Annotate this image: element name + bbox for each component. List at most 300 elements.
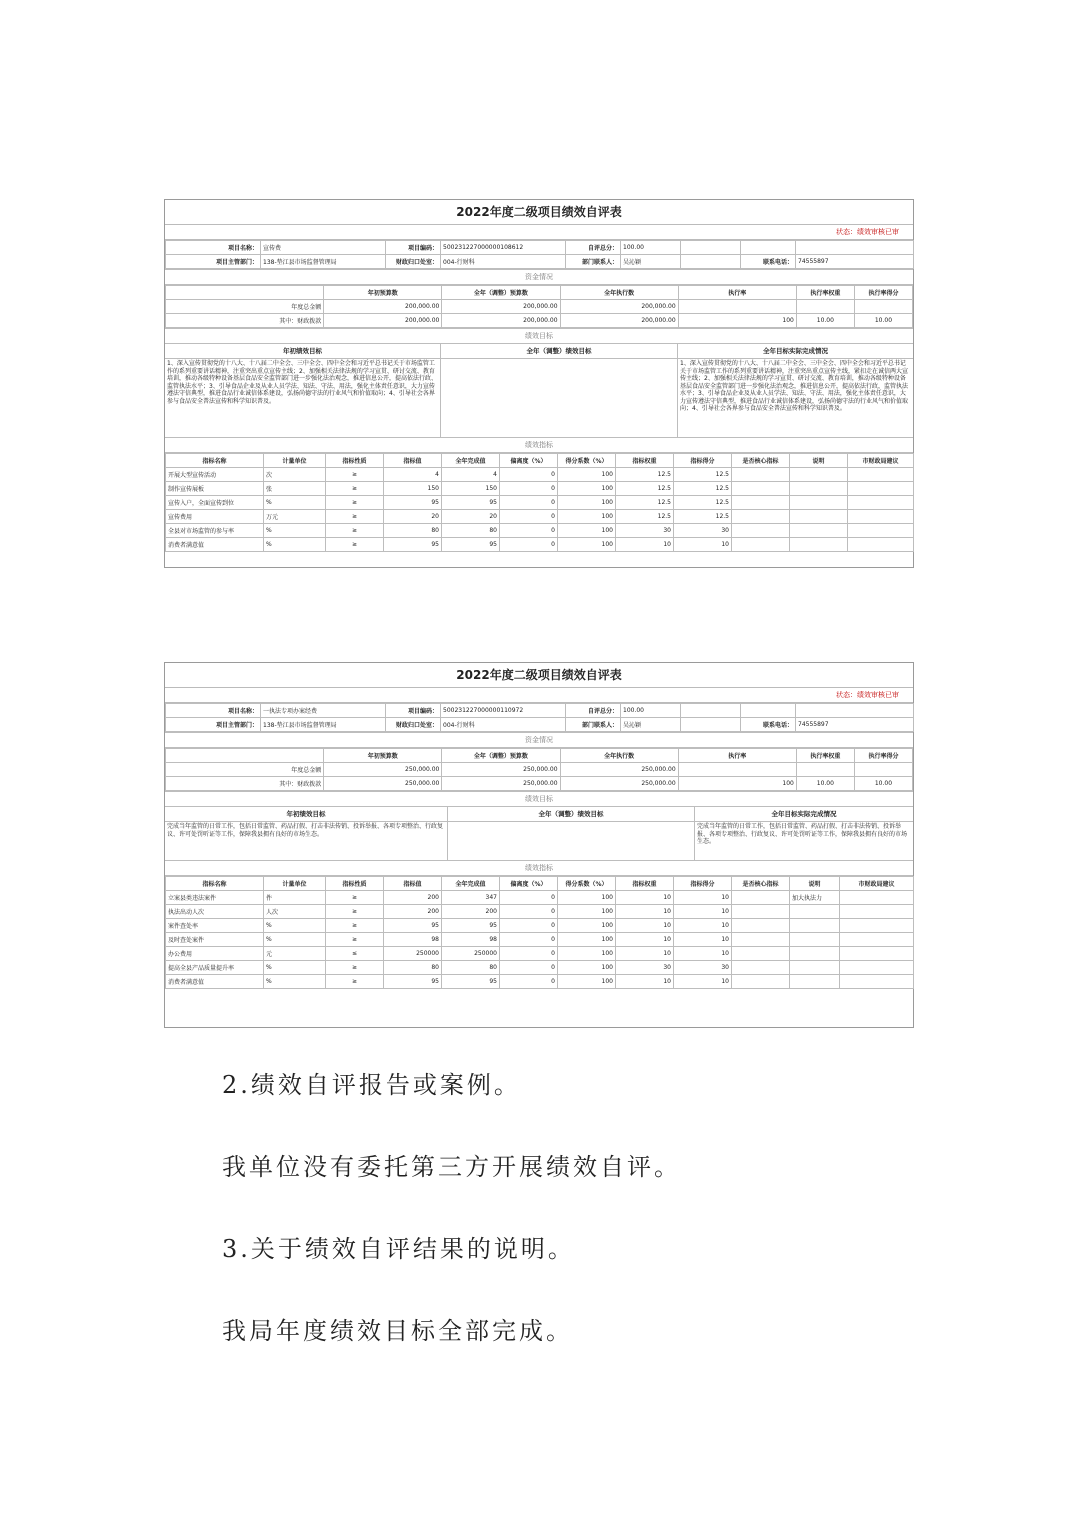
indicator-header: 全年完成值 [442, 877, 500, 891]
table-row [166, 468, 914, 482]
indicator-header: 得分系数（%） [558, 454, 616, 468]
indicator-header: 说明 [790, 877, 840, 891]
indicator-cell: 10 [674, 933, 732, 947]
indicator-cell: 100 [558, 524, 616, 538]
dept-label: 项目主管部门： [166, 255, 261, 269]
indicator-cell [840, 919, 914, 933]
indicator-cell [840, 947, 914, 961]
indicator-cell: 0 [500, 933, 558, 947]
goal-header: 全年（调整）绩效目标 [441, 344, 678, 358]
phone-label: 联系电话： [741, 255, 796, 269]
indicator-cell: 元 [264, 947, 326, 961]
indicator-header-row [166, 877, 914, 891]
indicator-cell: 100 [558, 975, 616, 989]
goals-content [165, 359, 913, 438]
table-row [166, 482, 914, 496]
table-row [166, 524, 914, 538]
table-row [166, 538, 914, 552]
indicator-cell [732, 947, 790, 961]
goal-header: 年初绩效目标 [165, 807, 448, 821]
indicator-cell [790, 905, 840, 919]
indicator-cell: 4 [384, 468, 442, 482]
indicator-cell: 0 [500, 891, 558, 905]
score-value: 100.00 [621, 704, 681, 718]
funds-header: 全年执行数 [560, 286, 678, 300]
indicator-cell: ≥ [326, 919, 384, 933]
indicator-cell: 200 [442, 905, 500, 919]
goal-initial-text: 完成当年监管的日常工作，包括日常监管、药品打假、打击非法传销、投诉举报、各项专项整治、行政复议、许可处罚听证等工作，保障我县拥有良好的市场生态。 [165, 822, 448, 860]
indicator-cell: ≥ [326, 961, 384, 975]
indicator-header: 计量单位 [264, 454, 326, 468]
indicator-cell: 12.5 [616, 496, 674, 510]
funds-cell [854, 300, 912, 314]
funds-row [166, 777, 913, 791]
indicator-cell: 4 [442, 468, 500, 482]
goal-header: 年初绩效目标 [165, 344, 441, 358]
indicator-cell [790, 482, 848, 496]
indicator-header: 得分系数（%） [558, 877, 616, 891]
funds-cell: 10.00 [854, 777, 912, 791]
indicator-cell: 10 [674, 975, 732, 989]
indicator-header: 指标名称 [166, 454, 264, 468]
indicator-cell: 95 [442, 538, 500, 552]
funds-row-label: 其中：财政拨款 [166, 314, 324, 328]
indicator-cell: % [264, 524, 326, 538]
indicator-cell [790, 947, 840, 961]
indicator-cell: 30 [616, 961, 674, 975]
indicator-cell: 10 [616, 933, 674, 947]
indicators-section-title: 绩效指标 [165, 438, 913, 453]
funds-header: 全年（调整）预算数 [442, 286, 560, 300]
indicator-header: 指标性质 [326, 877, 384, 891]
indicator-cell: 0 [500, 468, 558, 482]
indicator-header: 计量单位 [264, 877, 326, 891]
goal-header: 全年（调整）绩效目标 [448, 807, 695, 821]
indicator-name: 宣传费用 [166, 510, 264, 524]
goals-section-title: 绩效目标 [165, 791, 913, 807]
evaluation-table-1 [164, 199, 914, 568]
indicator-cell [790, 919, 840, 933]
goal-adjusted-text [448, 822, 695, 860]
phone-value: 74555897 [796, 255, 914, 269]
indicator-cell [732, 961, 790, 975]
indicator-name: 开展大型宣传活动 [166, 468, 264, 482]
indicator-cell: 250000 [442, 947, 500, 961]
funds-cell [796, 300, 854, 314]
indicator-cell: 12.5 [616, 510, 674, 524]
project-name-value: 一执法专项办案经费 [261, 704, 386, 718]
indicator-cell: 95 [442, 975, 500, 989]
goal-header: 全年目标实际完成情况 [763, 347, 828, 355]
office-value: 004-行财科 [441, 255, 566, 269]
phone-label: 联系电话： [741, 718, 796, 732]
indicator-header: 指标值 [384, 877, 442, 891]
indicator-cell: 次 [264, 468, 326, 482]
score-label: 自评总分： [566, 704, 621, 718]
indicator-header: 偏离度（%） [500, 454, 558, 468]
contact-label: 部门联系人： [566, 718, 621, 732]
indicator-cell: 0 [500, 961, 558, 975]
funds-cell: 200,000.00 [442, 314, 560, 328]
indicator-cell: 0 [500, 919, 558, 933]
project-code-label: 项目编码： [386, 241, 441, 255]
indicator-cell: 0 [500, 524, 558, 538]
indicator-cell [790, 933, 840, 947]
indicator-cell [732, 496, 790, 510]
indicator-cell [840, 975, 914, 989]
indicator-cell: 100 [558, 510, 616, 524]
contact-value: 吴沁颖 [621, 255, 681, 269]
indicator-cell: 10 [616, 919, 674, 933]
project-name-label: 项目名称： [166, 241, 261, 255]
indicator-cell: 95 [384, 975, 442, 989]
phone-value: 74555897 [796, 718, 914, 732]
table-row [166, 510, 914, 524]
indicator-name: 执法出动人次 [166, 905, 264, 919]
indicator-cell: 347 [442, 891, 500, 905]
funds-cell: 10.00 [854, 314, 912, 328]
indicator-header: 是否核心指标 [732, 454, 790, 468]
indicator-header: 指标得分 [674, 454, 732, 468]
indicator-name: 全县对市场监管的参与率 [166, 524, 264, 538]
indicator-cell [790, 496, 848, 510]
evaluation-table-2 [164, 662, 914, 1028]
indicator-cell: 10 [674, 538, 732, 552]
indicator-header: 指标得分 [674, 877, 732, 891]
indicators-table [165, 876, 914, 989]
funds-cell: 250,000.00 [442, 777, 560, 791]
goal-actual-text: 1、深入宣传贯彻党的十八大、十八届二中全会、三中全会、四中全会和习近平总书记关于市场监管工作的系列重要讲话精神，注重突出重点宣传主线，紧扣走在诚信两大宣传主线；2、加强相关法律法规的学习宣贯、研讨交流、教育培训，推动各级特种设备基层食品安全监管部门进一步强化法治观念，推进信息公开，提高依法行政，监管执法水平；3、引导食品企业及从业人员学法、知法、守法、用法，强化主体责任意识，大力宣传遵法守信典型，推进食品行业诚信体系建设，弘扬尚德守法的行业风气和价值取向；4、引导社会各界参与食品安全普法宣传和科学知识普及。 [680, 360, 909, 412]
indicator-cell [732, 524, 790, 538]
funds-cell: 200,000.00 [560, 300, 678, 314]
funds-header: 执行率权重 [796, 749, 854, 763]
indicator-cell: 0 [500, 496, 558, 510]
funds-row [166, 763, 913, 777]
indicator-cell: 万元 [264, 510, 326, 524]
table-row [166, 496, 914, 510]
indicator-cell: % [264, 961, 326, 975]
indicator-cell: ≥ [326, 482, 384, 496]
table-row [166, 961, 914, 975]
indicator-cell: 98 [384, 933, 442, 947]
indicator-cell: 30 [616, 524, 674, 538]
indicator-cell: 张 [264, 482, 326, 496]
indicator-header: 偏离度（%） [500, 877, 558, 891]
indicators-section-title: 绩效指标 [165, 861, 913, 876]
indicator-cell: 95 [384, 919, 442, 933]
indicator-cell: 95 [384, 538, 442, 552]
indicator-cell: 100 [558, 496, 616, 510]
indicator-header-row [166, 454, 914, 468]
indicator-cell: 30 [674, 524, 732, 538]
table-title: 2022年度二级项目绩效自评表 [165, 200, 913, 225]
funds-row [166, 314, 913, 328]
indicator-cell: 100 [558, 905, 616, 919]
funds-header: 年初预算数 [324, 749, 442, 763]
indicator-cell: 12.5 [616, 468, 674, 482]
office-label: 财政归口处室： [386, 255, 441, 269]
indicator-cell [732, 891, 790, 905]
funds-cell: 250,000.00 [324, 763, 442, 777]
status-text: 状态：绩效审核已审 [165, 688, 913, 703]
office-label: 财政归口处室： [386, 718, 441, 732]
indicator-cell: 0 [500, 538, 558, 552]
funds-header: 执行率权重 [796, 286, 854, 300]
indicator-name: 消费者满意值 [166, 538, 264, 552]
indicator-cell: 100 [558, 891, 616, 905]
indicator-cell: 150 [384, 482, 442, 496]
indicator-cell [732, 975, 790, 989]
project-name-label: 项目名称： [166, 704, 261, 718]
indicator-cell [848, 468, 914, 482]
contact-value: 吴沁颖 [621, 718, 681, 732]
indicator-cell [848, 482, 914, 496]
indicator-cell: 12.5 [674, 468, 732, 482]
indicator-cell: 10 [674, 947, 732, 961]
funds-cell: 100 [678, 314, 796, 328]
section-heading-2: 2.绩效自评报告或案例。 [222, 1071, 521, 1099]
funds-cell: 200,000.00 [324, 314, 442, 328]
indicator-cell: 10 [616, 975, 674, 989]
indicator-header: 市财政局建议 [840, 877, 914, 891]
indicator-cell: 12.5 [674, 510, 732, 524]
indicator-cell: ≥ [326, 524, 384, 538]
goals-header [165, 807, 913, 822]
indicator-cell: 200 [384, 891, 442, 905]
indicator-cell [840, 905, 914, 919]
indicator-name: 办公费用 [166, 947, 264, 961]
indicator-cell: 10 [616, 891, 674, 905]
indicator-cell: 80 [442, 524, 500, 538]
funds-cell: 100 [678, 777, 796, 791]
funds-header: 年初预算数 [324, 286, 442, 300]
indicator-cell: 100 [558, 538, 616, 552]
funds-cell: 200,000.00 [560, 314, 678, 328]
indicator-cell [840, 961, 914, 975]
indicator-cell: 10 [616, 947, 674, 961]
indicator-cell [790, 961, 840, 975]
indicator-cell: 12.5 [674, 496, 732, 510]
indicator-cell: 100 [558, 961, 616, 975]
indicator-cell [790, 510, 848, 524]
indicator-cell: 10 [674, 919, 732, 933]
indicator-cell: 件 [264, 891, 326, 905]
project-name-value: 宣传费 [261, 241, 386, 255]
section-heading-3: 3.关于绩效自评结果的说明。 [222, 1235, 575, 1263]
funds-section-title: 资金情况 [165, 269, 913, 285]
table-row [166, 975, 914, 989]
indicator-cell [848, 496, 914, 510]
indicator-cell: ≥ [326, 538, 384, 552]
indicator-cell: % [264, 538, 326, 552]
indicator-header: 指标权重 [616, 454, 674, 468]
indicator-cell: 12.5 [674, 482, 732, 496]
indicator-cell: 0 [500, 975, 558, 989]
indicator-cell [848, 524, 914, 538]
table-row [166, 919, 914, 933]
indicator-cell: 10 [674, 905, 732, 919]
dept-value: 138-垫江县市场监督管理局 [261, 255, 386, 269]
indicator-name: 消费者满意值 [166, 975, 264, 989]
indicator-cell: 95 [442, 919, 500, 933]
goal-initial-text: 1、深入宣传贯彻党的十八大、十八届二中全会、三中全会、四中全会和习近平总书记关于市场监管工作的系列重要讲话精神，注重突出重点宣传主线；2、加强相关法律法规的学习宣贯、研讨交流、教育培训，推动各级特种设备基层食品安全监管部门进一步强化法治观念，推进信息公开，提高依法行政、监管执法水平；3、引导食品企业及从业人员学法、知法、守法、用法，强化主体责任意识，大力宣传遵法守信典型，推进食品行业诚信体系建设，弘扬尚德守法的行业风气和价值取向；4、引导社会各界参与食品安全普法宣传和科学知识普及。 [165, 359, 441, 437]
funds-header: 执行率得分 [854, 286, 912, 300]
indicator-cell: 80 [442, 961, 500, 975]
indicator-name: 制作宣传展板 [166, 482, 264, 496]
indicator-name: 及时查处案件 [166, 933, 264, 947]
indicator-cell [848, 538, 914, 552]
goals-header [165, 344, 913, 359]
table-row [166, 905, 914, 919]
dept-value: 138-垫江县市场监督管理局 [261, 718, 386, 732]
funds-cell: 250,000.00 [560, 777, 678, 791]
indicator-cell: 0 [500, 905, 558, 919]
funds-header: 全年执行数 [560, 749, 678, 763]
indicator-name: 案件查处率 [166, 919, 264, 933]
indicator-cell [732, 919, 790, 933]
indicator-cell: ≥ [326, 468, 384, 482]
funds-table [165, 285, 913, 328]
office-value: 004-行财科 [441, 718, 566, 732]
indicator-cell: ≥ [326, 891, 384, 905]
indicator-header: 指标值 [384, 454, 442, 468]
indicator-cell: 0 [500, 510, 558, 524]
indicator-header: 市财政局建议 [848, 454, 914, 468]
project-code-value: 500231227000000110972 [441, 704, 566, 718]
indicator-cell: 98 [442, 933, 500, 947]
indicator-cell [732, 933, 790, 947]
funds-cell [854, 763, 912, 777]
indicator-name: 立案县类违法案件 [166, 891, 264, 905]
indicator-cell [840, 891, 914, 905]
indicator-cell: 80 [384, 961, 442, 975]
indicator-cell [840, 933, 914, 947]
indicator-header: 是否核心指标 [732, 877, 790, 891]
indicators-table [165, 453, 914, 552]
indicator-cell: ≥ [326, 975, 384, 989]
indicator-cell [732, 482, 790, 496]
indicator-cell: 0 [500, 947, 558, 961]
funds-row-label: 年度总金额 [166, 763, 324, 777]
indicator-header: 指标名称 [166, 877, 264, 891]
project-info-table [165, 703, 914, 732]
indicator-cell: 10 [616, 905, 674, 919]
dept-label: 项目主管部门： [166, 718, 261, 732]
indicator-cell: ≥ [326, 510, 384, 524]
paragraph-third-party: 我单位没有委托第三方开展绩效自评。 [222, 1153, 681, 1181]
indicator-cell [790, 468, 848, 482]
indicator-cell: ≥ [326, 905, 384, 919]
goal-adjusted-text [441, 359, 678, 437]
indicator-cell [790, 538, 848, 552]
paragraph-conclusion: 我局年度绩效目标全部完成。 [222, 1317, 573, 1345]
indicator-cell: 100 [558, 919, 616, 933]
table-title: 2022年度二级项目绩效自评表 [165, 663, 913, 688]
funds-cell: 250,000.00 [442, 763, 560, 777]
status-text: 状态：绩效审核已审 [165, 225, 913, 240]
indicator-cell: ≥ [326, 496, 384, 510]
funds-cell: 250,000.00 [560, 763, 678, 777]
indicator-header: 说明 [790, 454, 848, 468]
funds-row-label: 年度总金额 [166, 300, 324, 314]
indicator-cell [732, 905, 790, 919]
indicator-cell: % [264, 933, 326, 947]
indicator-cell: % [264, 975, 326, 989]
indicator-cell: 95 [442, 496, 500, 510]
funds-header: 执行率 [678, 286, 796, 300]
funds-section-title: 资金情况 [165, 732, 913, 748]
funds-cell: 200,000.00 [324, 300, 442, 314]
indicator-cell: ≤ [326, 947, 384, 961]
indicator-cell [732, 468, 790, 482]
table-row [166, 891, 914, 905]
indicator-cell [732, 510, 790, 524]
contact-label: 部门联系人： [566, 255, 621, 269]
indicator-cell: 100 [558, 482, 616, 496]
indicator-cell: 100 [558, 947, 616, 961]
project-info-table [165, 240, 914, 269]
project-code-label: 项目编码： [386, 704, 441, 718]
funds-row-label: 其中：财政拨款 [166, 777, 324, 791]
table-row [166, 947, 914, 961]
indicator-cell: 20 [442, 510, 500, 524]
goal-actual-text: 完成当年监管的日常工作，包括日常监管、药品打假、打击非法传销、投诉举报、各项专项整治、行政复议、许可处罚听证等工作，保障我县拥有良好的市场生态。 [697, 823, 908, 845]
indicator-cell: % [264, 919, 326, 933]
indicator-cell: 10 [616, 538, 674, 552]
indicator-cell [790, 975, 840, 989]
indicator-header: 指标权重 [616, 877, 674, 891]
indicator-cell: 30 [674, 961, 732, 975]
indicator-cell: 100 [558, 933, 616, 947]
funds-row [166, 300, 913, 314]
funds-cell: 10.00 [796, 314, 854, 328]
score-label: 自评总分： [566, 241, 621, 255]
indicator-cell: 12.5 [616, 482, 674, 496]
indicator-cell: 150 [442, 482, 500, 496]
indicator-cell [790, 524, 848, 538]
funds-cell [678, 300, 796, 314]
indicator-cell: ≥ [326, 933, 384, 947]
funds-cell: 250,000.00 [324, 777, 442, 791]
indicator-cell: 20 [384, 510, 442, 524]
indicator-cell: 10 [674, 891, 732, 905]
score-value: 100.00 [621, 241, 681, 255]
indicator-cell: 95 [384, 496, 442, 510]
table-row [166, 933, 914, 947]
goals-content [165, 822, 913, 861]
funds-cell: 10.00 [796, 777, 854, 791]
indicator-header: 全年完成值 [442, 454, 500, 468]
indicator-cell [732, 538, 790, 552]
funds-table [165, 748, 913, 791]
funds-header: 全年（调整）预算数 [442, 749, 560, 763]
funds-cell: 200,000.00 [442, 300, 560, 314]
indicator-cell [848, 510, 914, 524]
indicator-cell: 人次 [264, 905, 326, 919]
funds-cell [678, 763, 796, 777]
funds-cell [796, 763, 854, 777]
goal-header: 全年目标实际完成情况 [771, 810, 837, 818]
indicator-cell: 加大执法力 [790, 891, 840, 905]
indicator-cell: 100 [558, 468, 616, 482]
funds-header: 执行率 [678, 749, 796, 763]
funds-header: 执行率得分 [854, 749, 912, 763]
indicator-cell: 80 [384, 524, 442, 538]
indicator-cell: % [264, 496, 326, 510]
indicator-header: 指标性质 [326, 454, 384, 468]
indicator-name: 提高全县产品质量提升率 [166, 961, 264, 975]
indicator-cell: 200 [384, 905, 442, 919]
